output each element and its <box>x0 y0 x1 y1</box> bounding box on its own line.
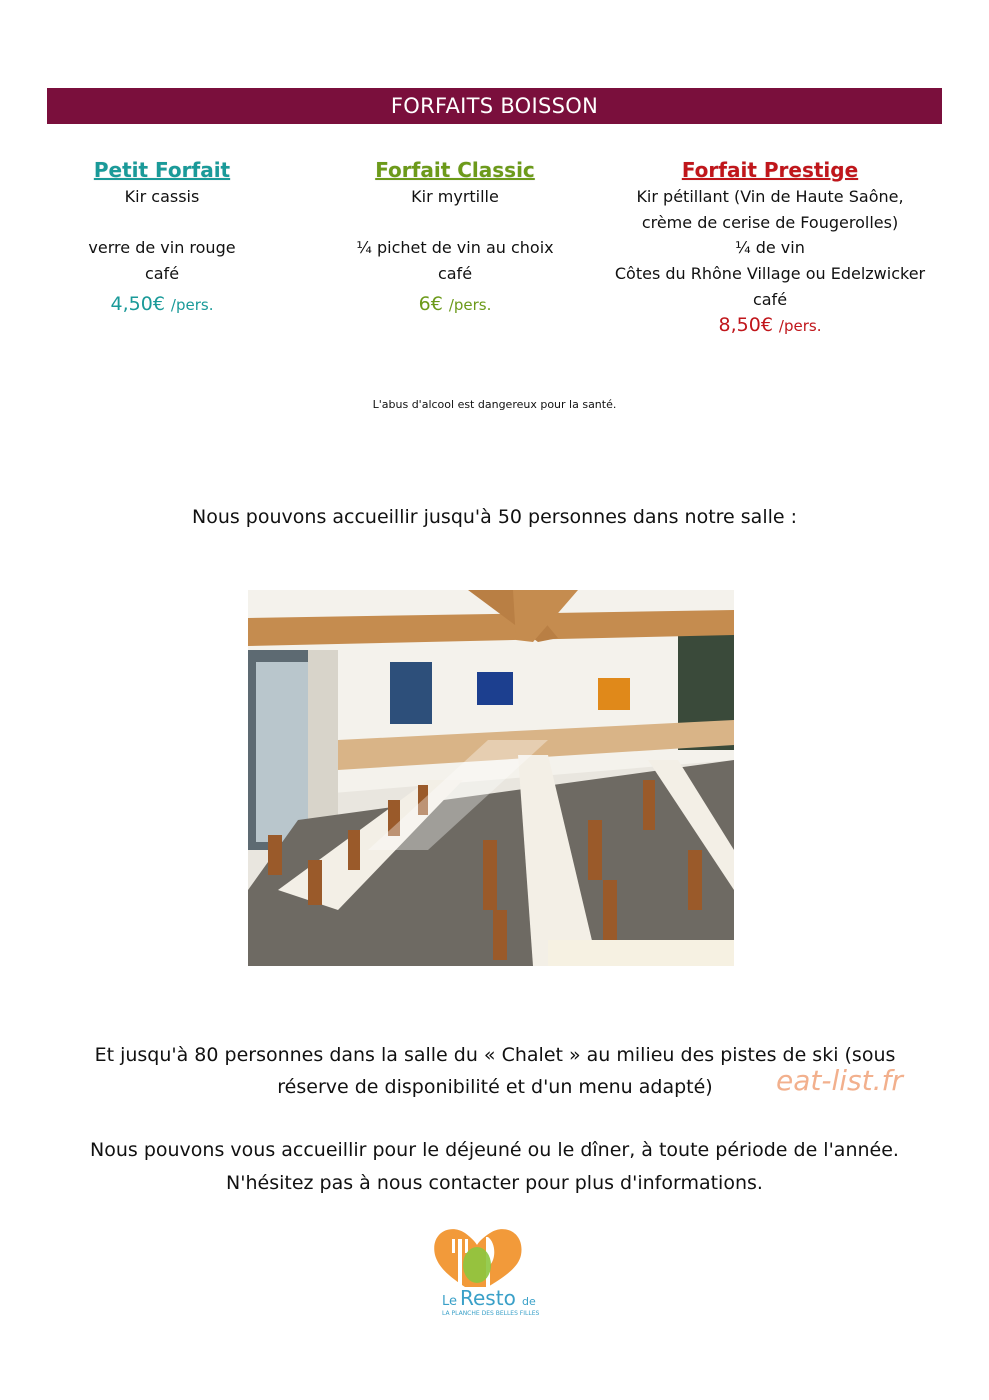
chalet-line-2: réserve de disponibilité et d'un menu adapté) <box>277 1076 713 1098</box>
logo-le: Le <box>442 1294 458 1309</box>
price-unit: /pers. <box>448 295 492 314</box>
package-line: Kir myrtille <box>411 187 499 206</box>
capacity-intro: Nous pouvons accueillir jusqu'à 50 personnes dans notre salle : <box>191 506 798 528</box>
watermark: eat-list.fr <box>776 1064 903 1097</box>
package-line: café <box>752 289 788 309</box>
banner-title: FORFAITS BOISSON <box>390 94 599 118</box>
package-line: Côtes du Rhône Village ou Edelzwicker <box>614 264 926 284</box>
package-price <box>600 313 940 340</box>
price-value: 8,50€ <box>718 313 773 336</box>
closing-paragraph <box>20 1134 969 1200</box>
package-line: café <box>437 264 473 284</box>
package-price <box>52 292 272 319</box>
logo-de: de <box>522 1295 536 1308</box>
logo-resto: Resto <box>460 1286 516 1310</box>
package-title: Forfait Classic <box>375 158 535 182</box>
alcohol-warning: L'abus d'alcool est dangereux pour la santé. <box>372 398 617 411</box>
package-title: Petit Forfait <box>93 158 231 182</box>
price-unit: /pers. <box>170 295 214 314</box>
package-line: ¼ pichet de vin au choix <box>356 238 554 258</box>
fork-knife-heart-icon <box>434 1229 521 1287</box>
closing-line-2: N'hésitez pas à nous contacter pour plus d'informations. <box>226 1172 763 1194</box>
package-line: verre de vin rouge <box>88 238 236 258</box>
package-line: Kir pétillant (Vin de Haute Saône, <box>636 187 904 206</box>
package-forfait-prestige <box>600 156 940 339</box>
package-line: café <box>144 264 180 284</box>
price-value: 6€ <box>418 292 443 315</box>
banner <box>47 88 942 124</box>
logo-tagline: LA PLANCHE DES BELLES FILLES <box>442 1310 540 1317</box>
dining-room-photo <box>248 590 734 966</box>
package-line: ¼ de vin <box>735 238 805 258</box>
package-price <box>330 292 580 319</box>
closing-line-1: Nous pouvons vous accueillir pour le déjeuné ou le dîner, à toute période de l'année. <box>90 1139 899 1161</box>
package-petit-forfait <box>52 156 272 319</box>
package-forfait-classic <box>330 156 580 319</box>
price-unit: /pers. <box>778 316 822 335</box>
resto-logo <box>430 1225 560 1320</box>
price-value: 4,50€ <box>110 292 165 315</box>
package-title: Forfait Prestige <box>681 158 859 182</box>
package-line: Kir cassis <box>124 187 200 206</box>
chalet-line-1: Et jusqu'à 80 personnes dans la salle du « Chalet » au milieu des pistes de ski (sous <box>94 1044 896 1066</box>
package-line: crème de cerise de Fougerolles) <box>641 212 899 232</box>
